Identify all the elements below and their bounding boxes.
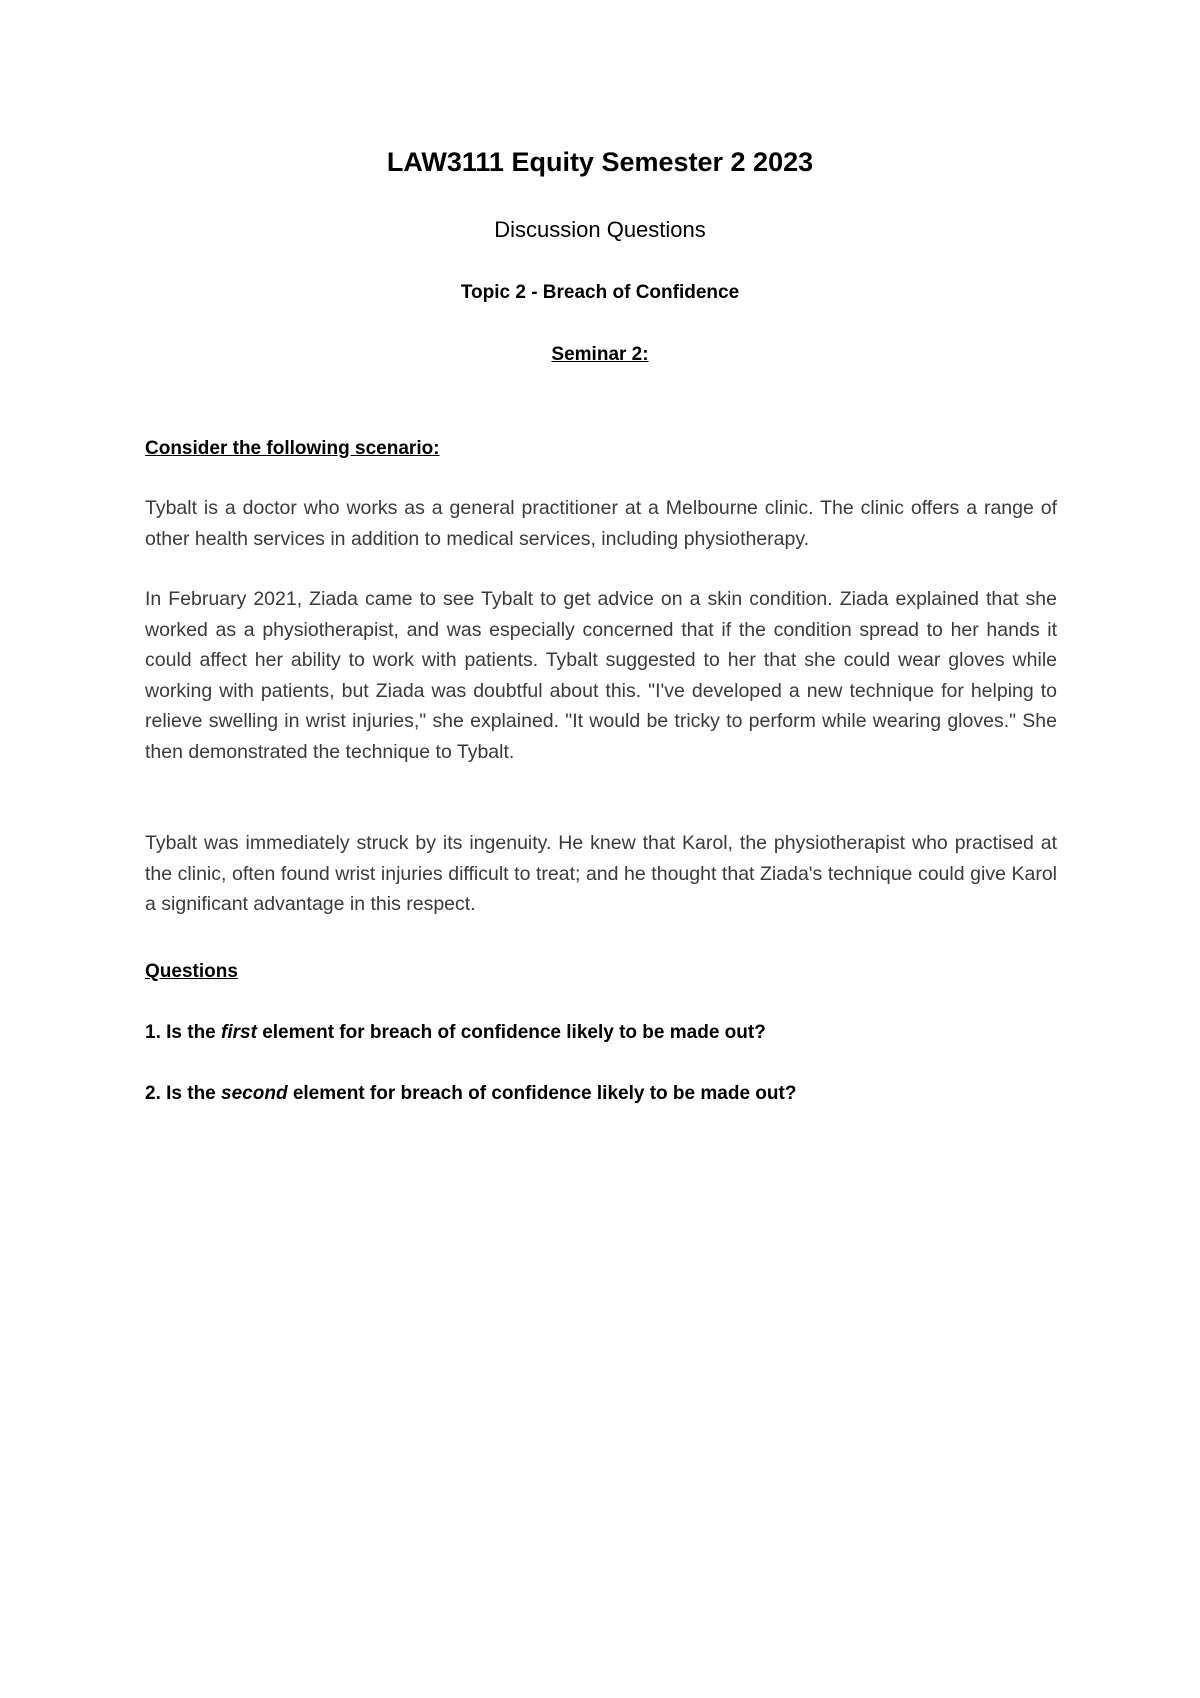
scenario-paragraph: Tybalt is a doctor who works as a general practitioner at a Melbourne clinic. The clinic offers a range of other health services in addition to medical services, including physiotherapy. [145, 497, 1057, 550]
scenario-paragraph: In February 2021, Ziada came to see Tybalt to get advice on a skin condition. Ziada explained that she worked as a physiotherapist, and was especially concerned that if the condition spread to her hands it could affect her ability to work with patients. Tybalt suggested to her that she could wear gloves while working with patients, but Ziada was doubtful about this. "I've developed a new technique for helping to relieve swelling in wrist injuries," she explained. "It would be tricky to perform while wearing gloves." She then demonstrated the technique to Tybalt. [145, 588, 1057, 763]
question-suffix: element for breach of confidence likely to be made out? [287, 1083, 797, 1104]
seminar-heading: Seminar 2: [551, 344, 649, 365]
document-title: LAW3111 Equity Semester 2 2023 [386, 147, 814, 177]
questions-heading: Questions [145, 961, 238, 982]
topic-heading: Topic 2 - Breach of Confidence [460, 282, 740, 303]
question-suffix: element for breach of confidence likely to be made out? [256, 1022, 766, 1043]
question-emphasis: first [221, 1022, 257, 1043]
question-item [145, 1082, 1057, 1106]
document-subtitle: Discussion Questions [494, 217, 706, 242]
question-emphasis: second [221, 1083, 288, 1104]
question-item [145, 1021, 1057, 1045]
scenario-paragraph: Tybalt was immediately struck by its ingenuity. He knew that Karol, the physiotherapist who practised at the clinic, often found wrist injuries difficult to treat; and he thought that Ziada's technique could give Karol a significant advantage in this respect. [145, 832, 1057, 916]
scenario-heading: Consider the following scenario: [145, 438, 440, 459]
question-prefix: 1. Is the [145, 1022, 222, 1043]
question-prefix: 2. Is the [145, 1083, 222, 1104]
